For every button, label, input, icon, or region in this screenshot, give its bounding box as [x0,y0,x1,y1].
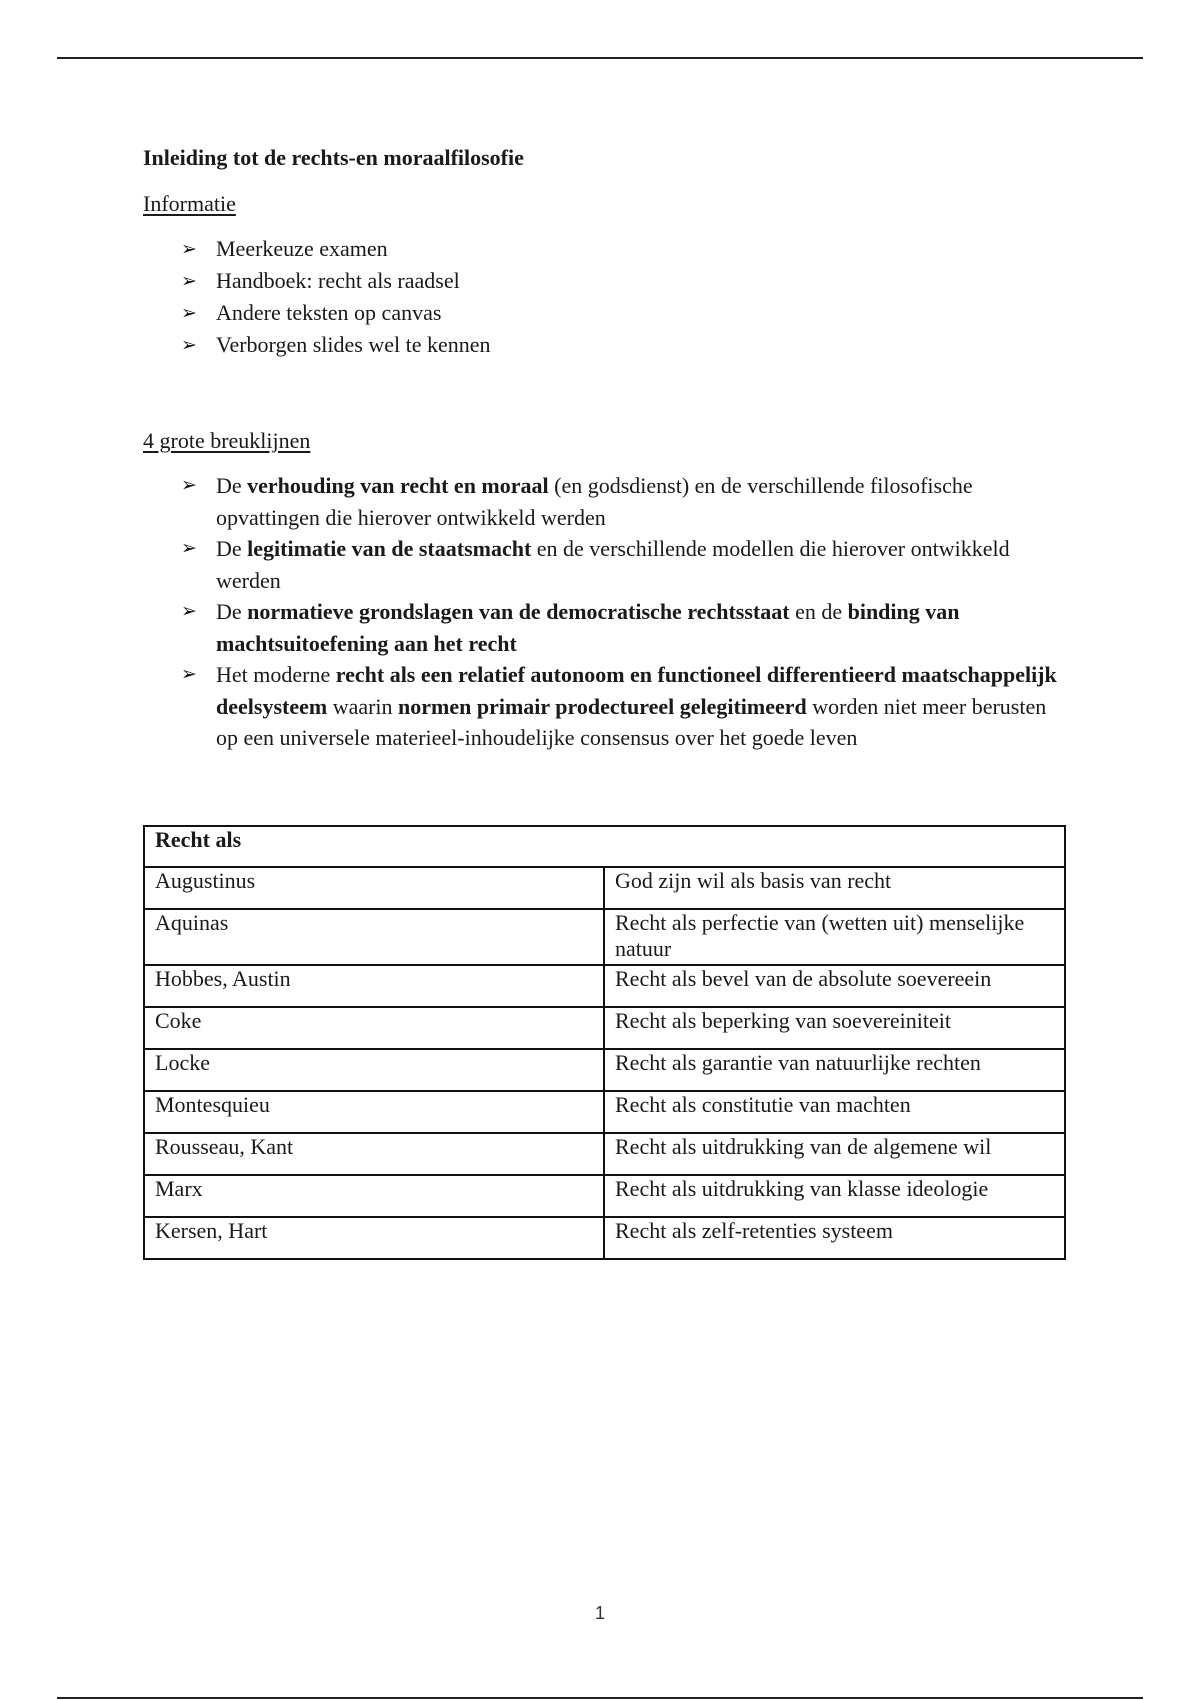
table-row [144,867,1065,909]
arrowhead-bullet-icon: ➢ [181,600,197,622]
philosopher-cell: Marx [144,1175,604,1217]
table-row [144,1049,1065,1091]
table-row [144,1175,1065,1217]
concept-cell: Recht als bevel van de absolute soevereein [604,965,1065,1007]
breuklijn-text: De verhouding van recht en moraal (en godsdienst) en de verschillende filosofische opvattingen die hierover ontwikkeld werden [216,473,973,530]
bottom-rule [57,1697,1143,1699]
informatie-list [143,233,1073,361]
philosopher-cell: Aquinas [144,909,604,965]
breuklijn-text: De normatieve grondslagen van de democratische rechtsstaat en de binding van machtsuitoefening aan het recht [216,599,960,656]
philosopher-cell: Montesquieu [144,1091,604,1133]
recht-als-table [143,825,1066,1260]
philosopher-cell: Coke [144,1007,604,1049]
breuklijn-text: De legitimatie van de staatsmacht en de verschillende modellen die hierover ontwikkeld werden [216,536,1010,593]
concept-cell: Recht als constitutie van machten [604,1091,1065,1133]
table-header-row [144,826,1065,867]
list-item: ➢ Handboek: recht als raadsel [143,265,1073,297]
breuklijn-text: Het moderne recht als een relatief autonoom en functioneel differentieerd maatschappelijk deelsysteem waarin normen primair prodectureel gelegitimeerd worden niet meer berusten op een universele materieel-inhoudelijke consensus over het goede leven [216,662,1057,750]
philosopher-cell: Locke [144,1049,604,1091]
concept-cell: Recht als uitdrukking van klasse ideologie [604,1175,1065,1217]
list-item [143,659,1073,754]
concept-cell: Recht als perfectie van (wetten uit) menselijke natuur [604,909,1065,965]
table-row [144,1007,1065,1049]
list-item: ➢ Andere teksten op canvas [143,297,1073,329]
philosopher-cell: Hobbes, Austin [144,965,604,1007]
philosopher-cell: Rousseau, Kant [144,1133,604,1175]
arrowhead-bullet-icon: ➢ [181,474,197,496]
list-item [143,596,1073,659]
table-header-cell: Recht als [144,826,1065,867]
list-item [143,470,1073,533]
concept-cell: Recht als beperking van soevereiniteit [604,1007,1065,1049]
table-row [144,1091,1065,1133]
table-row [144,965,1065,1007]
arrowhead-bullet-icon: ➢ [181,238,197,260]
arrowhead-bullet-icon: ➢ [181,334,197,356]
list-item: ➢ Meerkeuze examen [143,233,1073,265]
document-body [143,141,1073,1260]
breuklijnen-list [143,470,1073,754]
philosopher-cell: Augustinus [144,867,604,909]
arrowhead-bullet-icon: ➢ [181,663,197,685]
table-row [144,1133,1065,1175]
list-item: ➢ Verborgen slides wel te kennen [143,329,1073,361]
top-rule [57,57,1143,59]
section-heading-informatie: Informatie [143,191,236,216]
concept-cell: Recht als zelf-retenties systeem [604,1217,1065,1259]
section-heading-breuklijnen: 4 grote breuklijnen [143,428,311,453]
page-number: 1 [594,1603,605,1623]
table-row [144,909,1065,965]
document-title: Inleiding tot de rechts-en moraalfilosofie [143,145,524,170]
concept-cell: Recht als garantie van natuurlijke rechten [604,1049,1065,1091]
philosopher-cell: Kersen, Hart [144,1217,604,1259]
arrowhead-bullet-icon: ➢ [181,302,197,324]
concept-cell: God zijn wil als basis van recht [604,867,1065,909]
concept-cell: Recht als uitdrukking van de algemene wil [604,1133,1065,1175]
list-item [143,533,1073,596]
table-row [144,1217,1065,1259]
arrowhead-bullet-icon: ➢ [181,537,197,559]
arrowhead-bullet-icon: ➢ [181,270,197,292]
